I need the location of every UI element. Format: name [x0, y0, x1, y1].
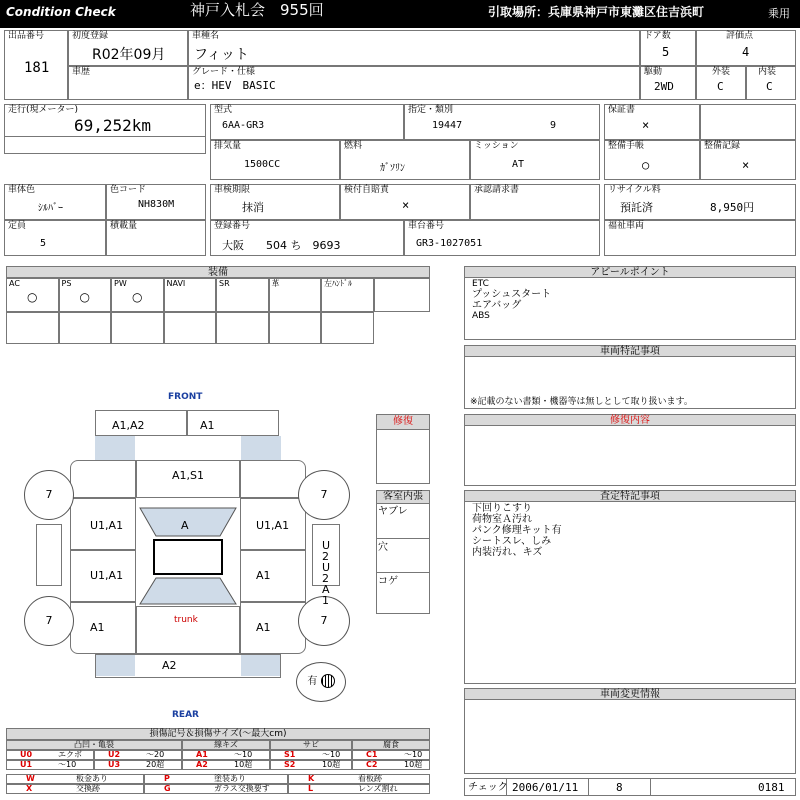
- insure-label: 検付自賠責: [344, 185, 390, 195]
- auction-title: 神戸入札会 955回: [190, 1, 324, 19]
- type-value: 6AA-GR3: [222, 120, 265, 131]
- trunk-area: [136, 606, 240, 654]
- interior-div-2: [376, 572, 430, 573]
- inspection-line-4: シートスレ、しみ: [472, 536, 552, 547]
- approve-label: 承認請求書: [474, 185, 520, 195]
- mark-front-right: A1: [200, 419, 215, 432]
- legend-title: 損傷記号＆損傷サイズ(～最大cm): [6, 728, 430, 740]
- legend-code: S2: [284, 760, 296, 769]
- inspect-value: 抹消: [242, 201, 264, 214]
- appeal-line-3: エアバッグ: [472, 300, 522, 311]
- lot-label: 出品番号: [8, 31, 45, 41]
- first-reg-value: R02年09月: [92, 47, 166, 63]
- class-label: 指定・類別: [408, 105, 454, 115]
- recycle-label: リサイクル料: [608, 185, 661, 195]
- grade-value: e：HEV BASIC: [194, 79, 276, 92]
- chassis-label: 車台番号: [408, 221, 445, 231]
- pickup-location: 引取場所：兵庫県神戸市東灘区住吉浜町: [488, 5, 705, 19]
- model-box: [188, 30, 640, 66]
- repair-title: 修復内容: [464, 414, 796, 426]
- mission-value: AT: [512, 159, 525, 170]
- rear-window: [140, 578, 236, 604]
- int-value: C: [766, 80, 773, 93]
- equip-blank-cell: [269, 312, 322, 344]
- legend-code: S1: [284, 750, 296, 759]
- score-label: 評価点: [726, 31, 754, 41]
- warranty-blank: [700, 104, 796, 140]
- legend2-code: P: [164, 774, 170, 783]
- manual-label: 整備手帳: [608, 141, 645, 151]
- doors-value: 5: [662, 45, 670, 59]
- doors-label: ドア数: [644, 31, 671, 41]
- front-label: FRONT: [168, 392, 203, 402]
- inspect-label: 車検期限: [214, 185, 251, 195]
- wheel-fl: 7: [24, 470, 74, 520]
- drive-label: 駆動: [644, 67, 663, 77]
- disp-value: 1500CC: [244, 159, 281, 170]
- equip-value: ○: [132, 290, 143, 304]
- equip-label: PW: [114, 279, 127, 288]
- equip-label: 左ﾊﾝﾄﾞﾙ: [324, 279, 352, 288]
- history-label: 車歴: [72, 67, 91, 77]
- legend-code: C2: [366, 760, 378, 769]
- inspection-title: 査定特記事項: [464, 490, 796, 502]
- change-title: 車両変更情報: [464, 688, 796, 700]
- mark-rr-door: A1: [256, 569, 271, 582]
- roof: [154, 540, 222, 574]
- legend-desc: エクボ: [58, 750, 82, 759]
- recycle-amount: 8,950円: [710, 201, 755, 214]
- code-value: NH830M: [138, 199, 175, 210]
- class-value-1: 19447: [432, 120, 463, 131]
- legend-cat-4: 腐食: [352, 740, 430, 750]
- check-num: 8: [616, 781, 623, 794]
- equip-label: PS: [61, 279, 72, 288]
- mark-side: U2 U2 A1: [322, 539, 331, 607]
- check-code: 0181: [758, 781, 785, 794]
- interior-title: 客室内張: [376, 490, 430, 504]
- fender-fl: [70, 460, 136, 498]
- hl-right: [241, 436, 281, 460]
- cabin-svg: [136, 498, 240, 606]
- legend-cat-3: サビ: [270, 740, 352, 750]
- equip-value: ○: [79, 290, 90, 304]
- appeal-line-1: ETC: [472, 279, 489, 289]
- warranty-label: 保証書: [608, 105, 636, 115]
- score-value: 4: [742, 45, 750, 59]
- mark-rl-fender: A1: [90, 621, 105, 634]
- legend-code: U2: [108, 750, 121, 759]
- equipment-title: 装備: [6, 266, 430, 278]
- equip-blank-cell: [6, 312, 59, 344]
- welfare-label: 福祉車両: [608, 221, 645, 231]
- fender-rr: [240, 602, 306, 654]
- legend-desc: 10超: [404, 760, 423, 769]
- legend2-desc: 塗装あり: [214, 774, 246, 783]
- equip-value: ○: [27, 290, 38, 304]
- plate-label: 登録番号: [214, 221, 251, 231]
- legend-desc: 10超: [234, 760, 253, 769]
- class-value-2: 9: [550, 120, 557, 131]
- appeal-line-4: ABS: [472, 311, 490, 321]
- legend-code: U1: [20, 760, 33, 769]
- legend2-code: K: [308, 774, 315, 783]
- grade-label: グレード・仕様: [192, 67, 256, 77]
- mark-fr-door: U1,A1: [256, 519, 290, 532]
- insure-value: ×: [402, 198, 410, 212]
- legend2-code: W: [26, 774, 35, 783]
- check-label: チェック: [468, 782, 508, 793]
- spare-icon: [321, 674, 335, 688]
- inspection-line-3: パンク修理キット有: [472, 525, 562, 536]
- disp-label: 排気量: [214, 141, 242, 151]
- mileage-label: 走行(現メーター): [8, 105, 79, 115]
- warranty-value: ×: [642, 118, 650, 132]
- rear-label: REAR: [172, 710, 199, 720]
- legend-desc: ～20: [146, 750, 165, 759]
- recycle-status: 預託済: [620, 201, 653, 214]
- code-label: 色コード: [110, 185, 147, 195]
- fender-fr: [240, 460, 306, 498]
- mark-rl-door: U1,A1: [90, 569, 124, 582]
- manual-value: ○: [642, 158, 650, 172]
- vehicle-type: 乗用: [768, 7, 790, 20]
- legend2-desc: 看板跡: [358, 774, 382, 783]
- legend-desc: 20超: [146, 760, 165, 769]
- capacity-label: 定員: [8, 221, 27, 231]
- legend-desc: ～10: [322, 750, 341, 759]
- legend2-desc: レンズ割れ: [358, 784, 398, 793]
- appeal-title: アピールポイント: [464, 266, 796, 278]
- legend2-desc: ガラス交換要す: [214, 784, 270, 793]
- legend2-desc: 交換跡: [76, 784, 100, 793]
- equip-blank-cell: [59, 312, 112, 344]
- door-rr: [240, 550, 306, 602]
- mark-hood: A1,S1: [172, 469, 205, 482]
- equip-extra-cell: [374, 278, 431, 312]
- legend-code: U0: [20, 750, 33, 759]
- equip-label: NAVI: [166, 279, 186, 288]
- left-mirror-box: [36, 524, 62, 586]
- drive-value: 2WD: [654, 80, 674, 93]
- equip-label: AC: [9, 279, 20, 288]
- legend2-desc: 板金あり: [76, 774, 108, 783]
- load-label: 積載量: [110, 221, 138, 231]
- equip-label: 革: [271, 279, 280, 288]
- inspection-line-5: 内装汚れ、キズ: [472, 547, 543, 558]
- inspection-line-2: 荷物室Ａ汚れ: [472, 514, 532, 525]
- legend-desc: ～10: [58, 760, 77, 769]
- model-label: 車種名: [192, 31, 220, 41]
- mark-rr-fender: A1: [256, 621, 271, 634]
- ext-value: C: [717, 80, 724, 93]
- equip-blank-cell: [111, 312, 164, 344]
- equip-label: SR: [219, 279, 230, 288]
- mark-windshield: A: [181, 519, 189, 532]
- int-label: 内装: [758, 67, 777, 77]
- legend-desc: ～10: [404, 750, 423, 759]
- legend2-code: L: [308, 784, 314, 793]
- type-label: 型式: [214, 105, 233, 115]
- plate-value: 大阪 504 ち 9693: [222, 239, 341, 252]
- legend-desc: 10超: [322, 760, 341, 769]
- record-label: 整備記録: [704, 141, 741, 151]
- fuel-value: ｶﾞｿﾘﾝ: [380, 163, 405, 174]
- first-reg-label: 初度登録: [72, 31, 109, 41]
- check-date: 2006/01/11: [512, 781, 579, 794]
- special-note: ※記載のない書類・機器等は無しとして取り扱います。: [470, 397, 693, 407]
- rear-bumper: [95, 654, 281, 678]
- brand-title: Condition Check: [6, 5, 116, 19]
- wheel-rr: 7: [298, 596, 350, 646]
- legend2-code: X: [26, 784, 33, 793]
- legend-cat-1: 凸凹・亀裂: [6, 740, 182, 750]
- capacity-value: 5: [40, 238, 47, 249]
- mark-front-left: A1,A2: [112, 419, 145, 432]
- legend2-code: G: [164, 784, 171, 793]
- equip-blank-cell: [216, 312, 269, 344]
- check-div-2: [588, 778, 589, 796]
- legend-desc: ～10: [234, 750, 253, 759]
- equip-blank-cell: [164, 312, 217, 344]
- wheel-rl: 7: [24, 596, 74, 646]
- mark-rear-bumper: A2: [162, 659, 177, 672]
- wheel-fr: 7: [298, 470, 350, 520]
- legend-code: A1: [196, 750, 208, 759]
- color-value: ｼﾙﾊﾞｰ: [38, 203, 63, 214]
- fuel-label: 燃料: [344, 141, 363, 151]
- spare-tire: 有: [296, 662, 346, 702]
- ext-label: 外装: [712, 67, 731, 77]
- legend-code: C1: [366, 750, 378, 759]
- mileage-divider: [4, 136, 206, 137]
- legend-code: U3: [108, 760, 121, 769]
- hl-left: [95, 436, 135, 460]
- special-title: 車両特記事項: [464, 345, 796, 357]
- legend-cat-2: 線キズ: [182, 740, 270, 750]
- equip-blank-cell: [321, 312, 374, 344]
- mark-fl-door: U1,A1: [90, 519, 124, 532]
- repair-mini-title: 修復: [376, 414, 430, 430]
- interior-item-1: ヤブレ: [378, 506, 408, 517]
- model-value: フィット: [194, 47, 249, 63]
- check-div-3: [650, 778, 651, 796]
- interior-item-2: 穴: [378, 542, 388, 553]
- color-label: 車体色: [8, 185, 36, 195]
- chassis-value: GR3-1027051: [416, 238, 483, 249]
- appeal-line-2: プッシュスタート: [472, 289, 552, 300]
- lot-number: 181: [24, 60, 50, 76]
- interior-div-1: [376, 538, 430, 539]
- mission-label: ミッション: [474, 141, 519, 151]
- mileage-value: 69,252km: [74, 116, 152, 135]
- interior-item-3: コゲ: [378, 576, 398, 587]
- trunk-label: trunk: [174, 615, 198, 625]
- inspection-line-1: 下回りこすり: [472, 503, 532, 514]
- legend-code: A2: [196, 760, 208, 769]
- record-value: ×: [742, 158, 750, 172]
